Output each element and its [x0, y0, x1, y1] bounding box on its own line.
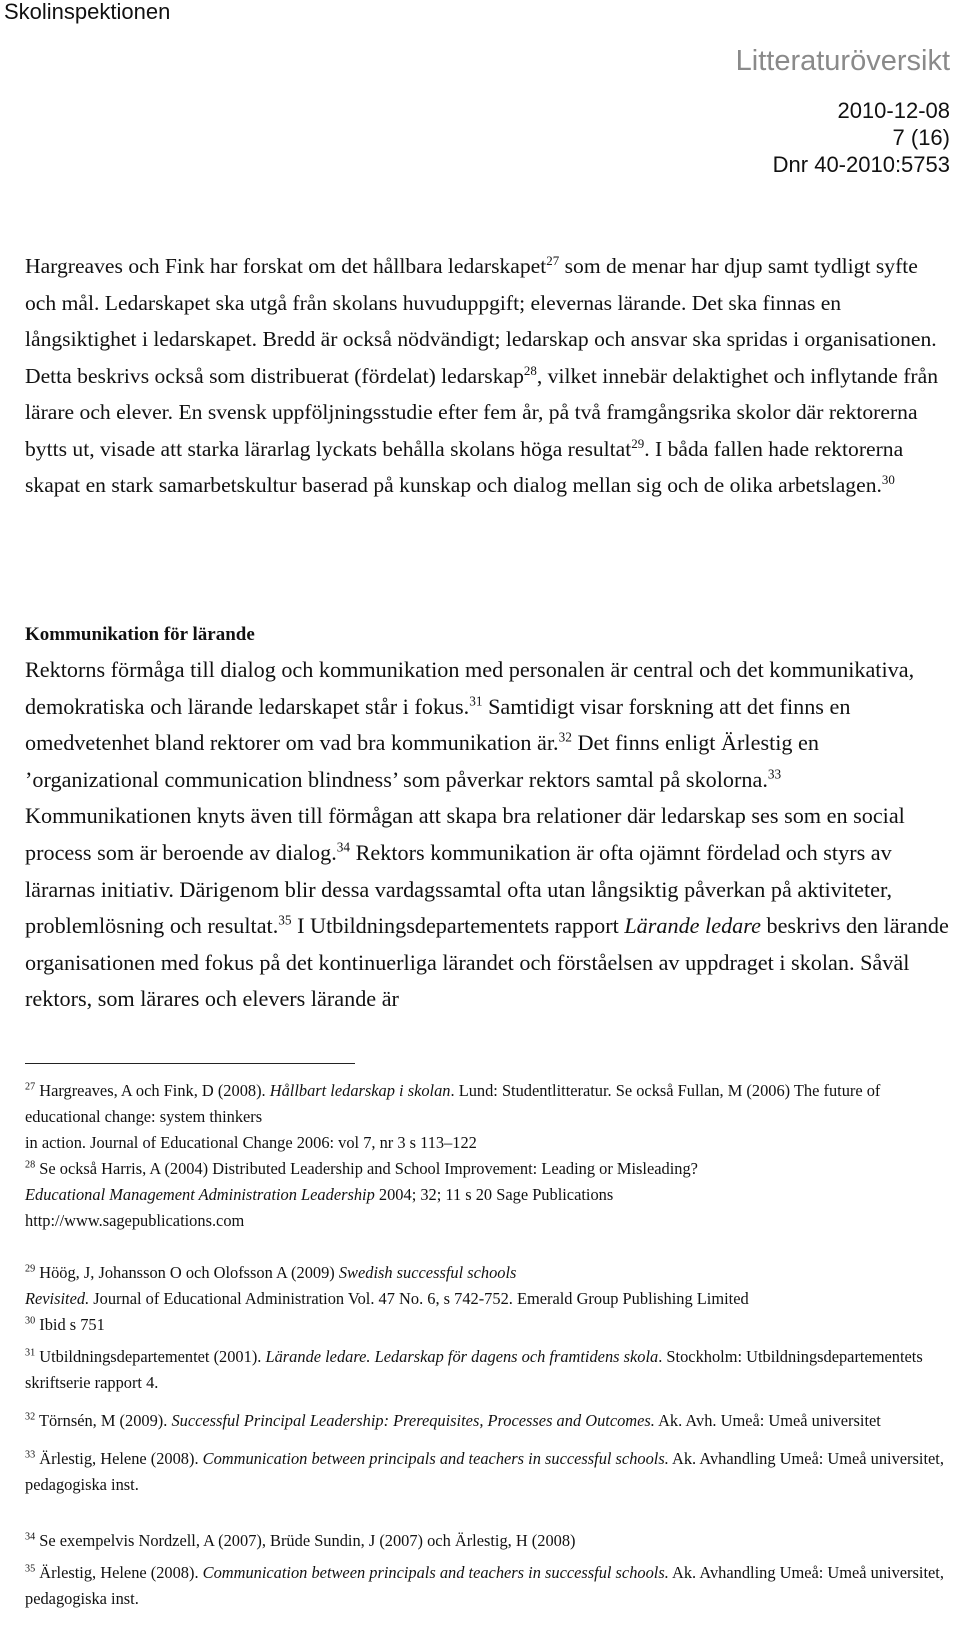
footnote-number: 30 — [25, 1315, 36, 1327]
footnote-text: Ibid s 751 — [35, 1315, 105, 1334]
footnote-number: 32 — [25, 1411, 36, 1423]
footnote-ref-32[interactable]: 32 — [558, 729, 572, 745]
report-title-italic: Lärande ledare — [624, 913, 761, 939]
document-registration-number: Dnr 40-2010:5753 — [772, 152, 950, 177]
footnote-text: in action. Journal of Educational Change 2006: vol 7, nr 3 s 113–122 — [25, 1133, 477, 1152]
text-run: Samtidigt visar forskning att det finns en omedvetenhet bland rektorer om vad bra kommunikation är. — [25, 693, 851, 756]
footnote-text: Journal of Educational Administration Vol. 47 No. 6, s 742-752. Emerald Group Publishing Limited — [89, 1289, 749, 1308]
text-run: I Utbildningsdepartementets rapport — [291, 913, 625, 939]
footnote-italic: Lärande ledare. Ledarskap för dagens och framtidens skola — [265, 1347, 659, 1366]
footnote-31 — [25, 1344, 950, 1396]
footnote-number: 35 — [25, 1563, 36, 1575]
footnote-text: Ak. Avhandling Umeå: Umeå universitet, pedagogiska inst. — [25, 1563, 944, 1608]
text-run: . I båda fallen hade rektorerna skapat en stark samarbetskultur baserad på kunskap och dialog mellan sig och de olika arbetslagen. — [25, 436, 904, 497]
footnote-number: 27 — [25, 1081, 36, 1093]
footnotes-section — [25, 1078, 950, 1612]
footnote-italic: Successful Principal Leadership: Prerequisites, Processes and Outcomes. — [171, 1411, 655, 1430]
paragraph-sustainable-leadership — [25, 248, 950, 504]
document-title: Litteraturöversikt — [735, 45, 950, 77]
footnote-url[interactable]: http://www.sagepublications.com — [25, 1211, 245, 1230]
footnote-text: Törnsén, M (2009). — [35, 1411, 172, 1430]
footnote-text: Ak. Avh. Umeå: Umeå universitet — [654, 1411, 881, 1430]
section-heading: Kommunikation för lärande — [25, 624, 255, 645]
footnote-text: . Stockholm: Utbildningsdepartementets skriftserie rapport 4. — [25, 1347, 923, 1392]
footnote-text: Ärlestig, Helene (2008). — [35, 1563, 203, 1582]
footnote-32 — [25, 1408, 950, 1434]
footnote-ref-27[interactable]: 27 — [546, 252, 560, 268]
organization-name: Skolinspektionen — [4, 0, 171, 24]
footnote-text: Se också Harris, A (2004) Distributed Leadership and School Improvement: Leading or Misleading? — [35, 1159, 698, 1178]
footnote-italic: Revisited. — [25, 1289, 90, 1308]
footnote-italic: Swedish successful schools — [338, 1263, 517, 1282]
text-run: Rektorns förmåga till dialog och kommunikation med personalen är central och det kommunikativa, demokratiska och lärande ledarskapet står i fokus. — [25, 657, 915, 719]
footnote-text: Hargreaves, A och Fink, D (2008). — [35, 1081, 270, 1100]
footnote-ref-28[interactable]: 28 — [523, 362, 537, 378]
text-run: beskrivs den lärande organisationen med fokus på det kontinuerliga lärandet och förståelsen av uppdraget i skolan. Såväl rektors, som lärares och elevers lärande är — [25, 913, 949, 1012]
footnote-italic: Communication between principals and teachers in successful schools. — [202, 1563, 669, 1582]
text-run: Hargreaves och Fink har forskat om det hållbara ledarskapet — [25, 254, 547, 278]
footnote-28 — [25, 1156, 950, 1234]
footnote-ref-30[interactable]: 30 — [881, 471, 895, 487]
footnote-text: Ak. Avhandling Umeå: Umeå universitet, pedagogiska inst. — [25, 1449, 944, 1494]
footnote-ref-29[interactable]: 29 — [631, 435, 645, 451]
footnote-number: 29 — [25, 1263, 36, 1275]
footnote-27 — [25, 1078, 950, 1156]
footnote-ref-33[interactable]: 33 — [767, 766, 782, 782]
footnote-text: 2004; 32; 11 s 20 Sage Publications — [374, 1185, 614, 1204]
footnote-italic: Hållbart ledarskap i skolan — [269, 1081, 451, 1100]
footnote-number: 34 — [25, 1531, 36, 1543]
document-date: 2010-12-08 — [837, 98, 950, 123]
footnote-text: Se exempelvis Nordzell, A (2007), Brüde Sundin, J (2007) och Ärlestig, H (2008) — [35, 1531, 576, 1550]
footnote-number: 33 — [25, 1449, 36, 1461]
text-run: , vilket innebär delaktighet och inflytande från lärare och elever. En svensk uppföljningsstudie efter fem år, på två framgångsrika skolor där rektorerna bytts ut, visade att starka lärarlag lyckats behålla skolans höga resultat — [25, 363, 938, 461]
footnote-ref-35[interactable]: 35 — [278, 912, 292, 928]
text-run: Rektors kommunikation är ofta ojämnt fördelad och styrs av lärarnas initiativ. Därigenom blir dessa vardagssamtal ofta utan långsiktig påverkan på aktiviteter, problemlösning och resultat. — [25, 839, 893, 939]
page-number: 7 (16) — [892, 125, 950, 150]
footnote-number: 31 — [25, 1347, 36, 1359]
footnote-text: Höög, J, Johansson O och Olofsson A (2009) — [35, 1263, 339, 1282]
text-run: som de menar har djup samt tydligt syfte och mål. Ledarskapet ska utgå från skolans huvuduppgift; elevernas lärande. Det ska finnas en långsiktighet i ledarskapet. Bredd är också nödvändigt; ledarskap och ansvar ska spridas i organisationen. Detta beskrivs också som distribuerat (fördelat) ledarskap — [25, 254, 937, 388]
footnote-34 — [25, 1528, 950, 1554]
footnote-text: . Lund: Studentlitteratur. Se också Fullan, M (2006) The future of educational change: system thinkers — [25, 1081, 881, 1126]
footnote-ref-31[interactable]: 31 — [469, 693, 483, 709]
footnote-text: Utbildningsdepartementet (2001). — [35, 1347, 266, 1366]
footnote-italic: Educational Management Administration Leadership — [25, 1185, 375, 1204]
paragraph-communication — [25, 652, 950, 1018]
footnote-33 — [25, 1446, 950, 1498]
footnote-italic: Communication between principals and teachers in successful schools. — [202, 1449, 669, 1468]
footnote-35 — [25, 1560, 950, 1612]
footnote-number: 28 — [25, 1159, 36, 1171]
footnote-29 — [25, 1260, 950, 1312]
footnote-30 — [25, 1312, 950, 1338]
footnote-text: Ärlestig, Helene (2008). — [35, 1449, 203, 1468]
footnote-separator — [25, 1063, 355, 1064]
footnote-ref-34[interactable]: 34 — [336, 839, 351, 855]
text-run: Det finns enligt Ärlestig en ’organizational communication blindness’ som påverkar rektors samtal på skolorna. — [25, 730, 819, 792]
text-run: Kommunikationen knyts även till förmågan att skapa bra relationer där ledarskap ses som en social process som är beroende av dialog. — [25, 803, 905, 865]
